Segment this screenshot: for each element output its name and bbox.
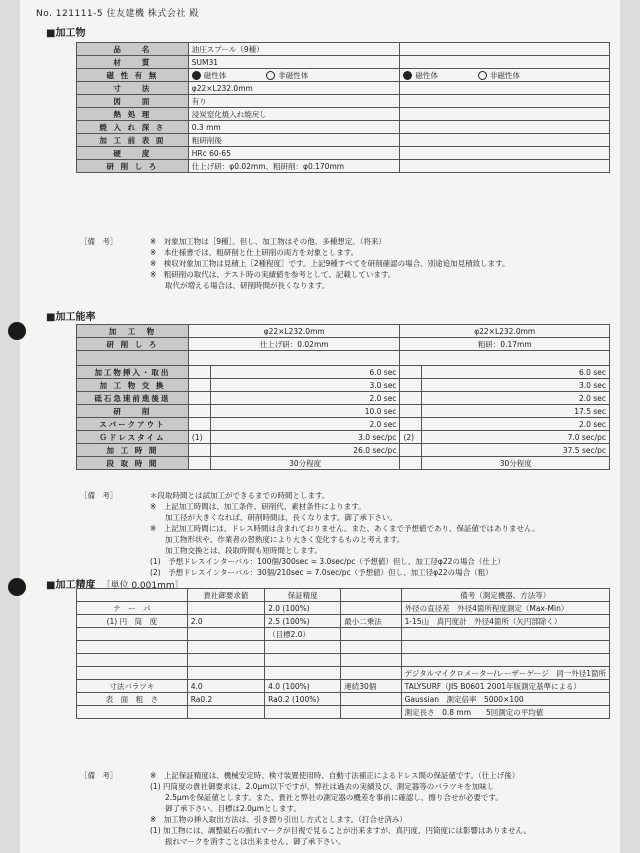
- option-label: 磁性体: [415, 70, 438, 80]
- note-line: 振れマークを消すことは出来ません。御了承下さい。: [150, 837, 346, 846]
- row-label: 加 工 物 交 換: [77, 379, 189, 392]
- cell-value: （目標2.0）: [265, 628, 341, 641]
- table-row: [77, 392, 610, 405]
- table-row: [77, 147, 610, 160]
- cell-value: 10.0 sec: [210, 405, 400, 418]
- cell-value: 4.0 (100%): [265, 680, 341, 693]
- cell-value: 2.0 sec: [422, 392, 610, 405]
- row-label: 段 取 時 間: [77, 457, 189, 470]
- col-header: 備考（測定機器、方法等）: [401, 589, 609, 602]
- cell-value: [265, 706, 341, 719]
- cell-value: [401, 628, 609, 641]
- note-line: ＊段取時間とは試加工ができるまでの時間とします。: [150, 491, 330, 500]
- note-line: 加工径が大きくなれば、研削時間は、長くなります。御了承下さい。: [150, 513, 397, 522]
- cell-marker: [188, 366, 210, 379]
- table-row: [77, 693, 610, 706]
- note-line: (1) 加工物には、調整砥石の振れマークが目視で見ることが出来ますが、真円度、円筒度には影響はありません。: [150, 826, 531, 835]
- cell-value: [187, 628, 264, 641]
- cell-value: 2.0 (100%): [265, 602, 341, 615]
- cell-value: [341, 667, 401, 680]
- note-line: (1) 円筒度の貴社御要求は、2.0μm以下ですが、弊社は過去の実績及び、測定器等のバラツキを加味し: [150, 782, 495, 791]
- cell-marker: [188, 444, 210, 457]
- table-row: [77, 654, 610, 667]
- cell-value: φ22×L232.0mm: [400, 325, 610, 338]
- table-row: [77, 628, 610, 641]
- row-label: 研 削 し ろ: [77, 160, 189, 173]
- cell-value: [187, 654, 264, 667]
- cell-value: HRc 60-65: [188, 147, 400, 160]
- cell-value: [187, 706, 264, 719]
- workpiece-table: [76, 42, 610, 173]
- document-header: No. 121111-5 住友建機 株式会社 殿: [36, 9, 199, 19]
- notes-heading: ［備 考］: [80, 237, 118, 246]
- cell-value: TALYSURF（JIS B0601 2001年版測定基準による）: [401, 680, 609, 693]
- cell-value: [400, 56, 610, 69]
- section-title-text: ■加工精度: [46, 580, 96, 591]
- cell-value: 17.5 sec: [422, 405, 610, 418]
- note-line: 加工物交換とは、段取時間も短時間とします。: [150, 546, 322, 555]
- cell-value: SUM31: [188, 56, 400, 69]
- notes-heading: ［備 考］: [80, 771, 118, 780]
- notes-heading: ［備 考］: [80, 491, 118, 500]
- cell-value: [401, 641, 609, 654]
- unit-label: ［単位 0.001mm］: [101, 581, 184, 591]
- cell-value: 油圧スプール（9種）: [188, 43, 400, 56]
- cell-value: [400, 108, 610, 121]
- cell-value: 3.0 sec: [422, 379, 610, 392]
- option-label: 非磁性体: [278, 70, 309, 80]
- table-row: [77, 366, 610, 379]
- table-row: [77, 379, 610, 392]
- cell-value: 6.0 sec: [210, 366, 400, 379]
- cell-value: [265, 654, 341, 667]
- cell-value: [400, 43, 610, 56]
- table-row: [77, 69, 610, 82]
- table-row: [77, 95, 610, 108]
- cell-value: Ra0.2 (100%): [265, 693, 341, 706]
- cell-value: 37.5 sec/pc: [422, 444, 610, 457]
- option-label: 磁性体: [203, 70, 227, 80]
- col-header: 貴社御要求値: [187, 589, 264, 602]
- note-line: 取代が増える場合は、研削時間が長くなります。: [150, 281, 330, 290]
- empty-circle-icon: [478, 71, 487, 80]
- row-label: [77, 628, 188, 641]
- table-row: [77, 108, 610, 121]
- magnetic-options: [400, 69, 610, 82]
- note-line: (1) 予想ドレスインターバル：100個/300sec = 3.0sec/pc（予想値）但し、加工径φ22の場合（仕上）: [150, 557, 505, 566]
- note-line: ※ 上記加工時間は、加工条件、研削代、素材条件によります。: [150, 502, 366, 511]
- section-title-efficiency: ■加工能率: [46, 312, 96, 323]
- row-label: テ ー パ: [77, 602, 188, 615]
- punch-hole: [8, 578, 26, 596]
- table-row: [77, 121, 610, 134]
- cell-marker: [188, 392, 210, 405]
- cell-value: [187, 602, 264, 615]
- row-label: 表 面 粗 さ: [77, 693, 188, 706]
- punch-hole: [8, 322, 26, 340]
- table-row: [77, 134, 610, 147]
- table-row: [77, 418, 610, 431]
- cell-value: Ra0.2: [187, 693, 264, 706]
- note-line: ※ 本仕様書では、粗研削と仕上研削の両方を対象とします。: [150, 248, 359, 257]
- cell-marker: [188, 457, 210, 470]
- note-line: ※ 加工物の挿入取出方法は、引き摺り引出し方式とします。（打合せ済み）: [150, 815, 407, 824]
- cell-value: [400, 147, 610, 160]
- table-row: [77, 431, 610, 444]
- cell-value: [400, 121, 610, 134]
- row-label: 加工物挿入・取出: [77, 366, 189, 379]
- cell-value: [341, 693, 401, 706]
- row-label: 研 削: [77, 405, 189, 418]
- cell-value: [341, 628, 401, 641]
- cell-value: 最小二乗法: [341, 615, 401, 628]
- note-line: ※ 対象加工物は［9種］。但し、加工物はその他、多種想定。（将来）: [150, 237, 387, 246]
- table-row: [77, 56, 610, 69]
- cell-value: 2.0 sec: [422, 418, 610, 431]
- table-row: [77, 602, 610, 615]
- row-label: スパークアウト: [77, 418, 189, 431]
- row-label: 加 工 時 間: [77, 444, 189, 457]
- cell-value: 3.0 sec/pc: [210, 431, 400, 444]
- cell-value: 6.0 sec: [422, 366, 610, 379]
- table-row: [77, 680, 610, 693]
- cell-value: 浸炭窒化焼入れ焼戻し: [188, 108, 400, 121]
- cell-value: 2.0 sec: [210, 418, 400, 431]
- table-row: [77, 706, 610, 719]
- cell-value: 粗研：0.17mm: [400, 338, 610, 351]
- note-line: 2.5μmを保証値とします。また、貴社と弊社の測定器の機差を事前に確認し、擦り合せが必要です。: [150, 793, 503, 802]
- table-row: [77, 82, 610, 95]
- cell-value: 0.3 mm: [188, 121, 400, 134]
- col-header: 保証精度: [265, 589, 341, 602]
- row-label: Ｇドレスタイム: [77, 431, 189, 444]
- note-line: (2) 予想ドレスインターバル：30個/210sec = 7.0sec/pc（予想値）但し、加工径φ22の場合（粗）: [150, 568, 493, 577]
- cell-value: [400, 95, 610, 108]
- row-label: 材 質: [77, 56, 189, 69]
- table-row: [77, 667, 610, 680]
- cell-value: [400, 160, 610, 173]
- cell-value: 外径の直径差 外径4箇所程度測定（Max-Min）: [401, 602, 609, 615]
- cell-value: デジタルマイクロメーター/レーザーゲージ 同一外径1箇所: [401, 667, 609, 680]
- cell-value: φ22×L232.0mm: [188, 82, 400, 95]
- cell-value: [341, 641, 401, 654]
- cell-value: [187, 667, 264, 680]
- table-row: [77, 405, 610, 418]
- cell-marker: [400, 405, 422, 418]
- row-label: 加 工 物: [77, 325, 189, 338]
- cell-value: [400, 82, 610, 95]
- cell-marker: [188, 379, 210, 392]
- cell-value: [341, 602, 401, 615]
- cell-value: 測定長さ 0.8 mm 5回測定の平均値: [401, 706, 609, 719]
- note-line: ※ 検収対象加工物は見積上［2種程度］です。上記9種すべてを研削確認の場合、別途追加見積致します。: [150, 259, 510, 268]
- cell-value: 3.0 sec: [210, 379, 400, 392]
- row-label: 焼 入 れ 深 さ: [77, 121, 189, 134]
- row-label: [77, 654, 188, 667]
- note-line: ※ 上記加工時間には、ドレス時間は含まれておりません。また、あくまで予想値であり、保証値ではありません。: [150, 524, 540, 533]
- cell-marker: [400, 444, 422, 457]
- cell-value: 有り: [188, 95, 400, 108]
- section-title-workpiece: ■加工物: [46, 28, 86, 39]
- cell-value: [187, 641, 264, 654]
- cell-marker: [400, 379, 422, 392]
- filled-circle-icon: [192, 71, 201, 80]
- cell-value: 2.0 sec: [210, 392, 400, 405]
- cell-value: [401, 654, 609, 667]
- note-line: ※ 上記保証精度は、機械安定時、検寸装置使用時、自動寸法補正によるドレス間の保証値です。（仕上げ後）: [150, 771, 520, 780]
- cell-value: [341, 654, 401, 667]
- cell-value: 2.0: [187, 615, 264, 628]
- row-label: (1) 円 筒 度: [77, 615, 188, 628]
- cell-marker: [400, 418, 422, 431]
- table-row: [77, 457, 610, 470]
- option-label: 非磁性体: [489, 70, 520, 80]
- cell-value: Gaussian 測定倍率 5000×100: [401, 693, 609, 706]
- cell-value: 仕上げ研：φ0.02mm、粗研削：φ0.170mm: [188, 160, 400, 173]
- row-label: 研 削 し ろ: [77, 338, 189, 351]
- cell-value: 仕上げ研：0.02mm: [188, 338, 400, 351]
- cell-value: [400, 134, 610, 147]
- cell-value: 7.0 sec/pc: [422, 431, 610, 444]
- magnetic-options: [188, 69, 400, 82]
- cell-marker: [400, 457, 422, 470]
- row-label: 硬 度: [77, 147, 189, 160]
- precision-table: [76, 588, 610, 719]
- cell-value: φ22×L232.0mm: [188, 325, 400, 338]
- table-row: [77, 43, 610, 56]
- note-line: 加工物形状や、作業者の習熟度により大きく変化するものと考えます。: [150, 535, 405, 544]
- row-label: 加 工 前 表 面: [77, 134, 189, 147]
- cell-value: 粗研削後: [188, 134, 400, 147]
- cell-value: 2.5 (100%): [265, 615, 341, 628]
- cell-value: 30分程度: [210, 457, 400, 470]
- cell-value: [341, 706, 401, 719]
- row-label: 図 面: [77, 95, 189, 108]
- cell-value: [265, 667, 341, 680]
- cell-value: 26.0 sec/pc: [210, 444, 400, 457]
- row-label: 砥石急速前進後退: [77, 392, 189, 405]
- efficiency-table: [76, 324, 610, 470]
- empty-circle-icon: [266, 71, 275, 80]
- cell-marker: [400, 366, 422, 379]
- row-label: [77, 706, 188, 719]
- cell-marker: [400, 392, 422, 405]
- row-label: [77, 641, 188, 654]
- table-row: [77, 160, 610, 173]
- cell-value: 連続30個: [341, 680, 401, 693]
- table-row: [77, 641, 610, 654]
- table-row: [77, 444, 610, 457]
- cell-marker: [188, 405, 210, 418]
- cell-marker: (1): [188, 431, 210, 444]
- col-header: [341, 589, 401, 602]
- cell-value: 1-15山 真円度計 外径4箇所（矢円部除く）: [401, 615, 609, 628]
- cell-value: 4.0: [187, 680, 264, 693]
- row-label: [77, 667, 188, 680]
- row-label: 磁 性 有 無: [77, 69, 189, 82]
- table-row: [77, 615, 610, 628]
- cell-marker: [188, 418, 210, 431]
- row-label: 品 名: [77, 43, 189, 56]
- row-label: 寸法バラツキ: [77, 680, 188, 693]
- filled-circle-icon: [403, 71, 412, 80]
- cell-value: 30分程度: [422, 457, 610, 470]
- cell-value: [265, 641, 341, 654]
- row-label: 寸 法: [77, 82, 189, 95]
- row-label: 熱 処 理: [77, 108, 189, 121]
- note-line: 御了承下さい。目標は2.0μmとします。: [150, 804, 301, 813]
- note-line: ※ 粗研削の取代は、テスト時の実績値を参考として、記載しています。: [150, 270, 396, 279]
- cell-marker: (2): [400, 431, 422, 444]
